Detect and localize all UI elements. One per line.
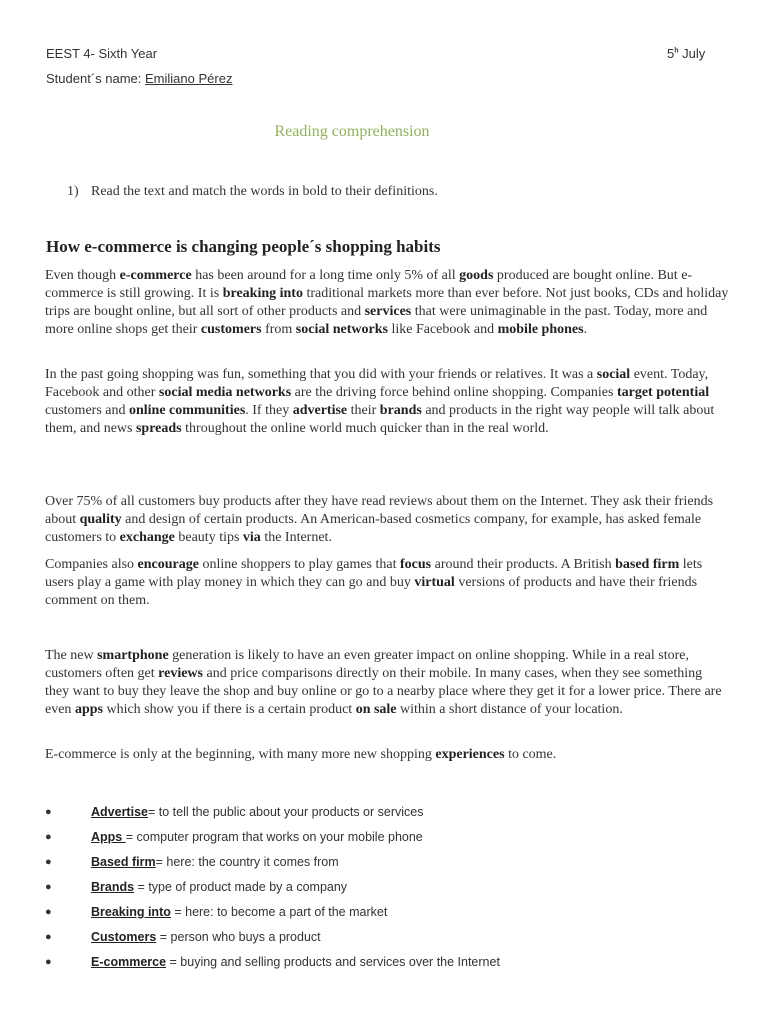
- glossary-item: [45, 853, 729, 878]
- glossary-term: Customers: [91, 930, 157, 944]
- glossary-item: [45, 903, 729, 928]
- glossary-definition: = computer program that works on your mobile phone: [125, 830, 423, 844]
- student-name-line: Student´s name: Emiliano Pérez: [46, 71, 233, 86]
- glossary-definition: = to tell the public about your products or services: [147, 805, 424, 819]
- glossary-definition: = here: to become a part of the market: [170, 905, 388, 919]
- instruction: 1) Read the text and match the words in bold to their definitions.: [67, 184, 438, 199]
- glossary-item: [45, 828, 729, 853]
- glossary-definition: = here: the country it comes from: [155, 855, 339, 869]
- article-heading: How e-commerce is changing people´s shopping habits: [46, 237, 441, 256]
- glossary-term: Apps: [91, 830, 126, 844]
- paragraph: The new smartphone generation is likely to have an even greater impact on online shopping. While in a real store, customers often get reviews and price comparisons directly on their mobile. In many cases, when they see something they want to buy they leave the shop and buy online or go to a nearby place where they get it for a lower price. There are even apps which show you if there is a certain product on sale within a short distance of your location.: [45, 648, 722, 717]
- bullet-icon: ●: [45, 906, 52, 918]
- paragraph: In the past going shopping was fun, something that you did with your friends or relatives. It was a social event. Today, Facebook and other social media networks are the driving force behind online shopping. Companies target potential customers and online communities. If they advertise their brands and products in the right way people will talk about them, and news spreads throughout the online world much quicker than in the real world.: [45, 367, 715, 436]
- bullet-icon: ●: [45, 931, 52, 943]
- bullet-icon: ●: [45, 806, 52, 818]
- glossary-term: Brands: [91, 880, 135, 894]
- bullet-icon: ●: [45, 956, 52, 968]
- paragraph: Companies also encourage online shoppers to play games that focus around their products. A British based firm lets users play a game with play money in which they can go and buy virtual versions of products and have their friends comment on them.: [45, 557, 703, 608]
- glossary-item: [45, 803, 729, 828]
- glossary-term: E-commerce: [91, 955, 167, 969]
- glossary-definition: = type of product made by a company: [134, 880, 348, 894]
- glossary-definition: = buying and selling products and services over the Internet: [166, 955, 500, 969]
- bullet-icon: ●: [45, 856, 52, 868]
- glossary-term: Breaking into: [91, 905, 171, 919]
- glossary-term: Advertise: [91, 805, 148, 819]
- course-label: EEST 4- Sixth Year: [46, 46, 158, 61]
- bullet-icon: ●: [45, 831, 52, 843]
- date-label: 5$^h$ July: [667, 46, 706, 61]
- bullet-icon: ●: [45, 881, 52, 893]
- paragraph: E-commerce is only at the beginning, with many more new shopping experiences to come.: [45, 747, 557, 762]
- glossary-term: Based firm: [91, 855, 156, 869]
- paragraph: Over 75% of all customers buy products after they have read reviews about them on the Internet. They ask their friends about quality and design of certain products. An American-based cosmetics company, for example, has asked female customers to exchange beauty tips via the Internet.: [45, 494, 714, 545]
- student-name: Emiliano Pérez: [145, 71, 233, 86]
- glossary-item: [45, 878, 729, 903]
- paragraph: Even though e-commerce has been around for a long time only 5% of all goods produced are bought online. But e-commerce is still growing. It is breaking into traditional markets more than ever before. Not just books, CDs and holiday trips are bought online, but all sort of other products and services that were unimaginable in the past. Today, more and more online shops get their customers from social networks like Facebook and mobile phones.: [45, 268, 729, 337]
- glossary-item: [45, 928, 729, 953]
- glossary-list: [45, 803, 729, 978]
- glossary-item: [45, 953, 729, 978]
- glossary-definition: = person who buys a product: [156, 930, 321, 944]
- page-title: Reading comprehension: [274, 123, 430, 140]
